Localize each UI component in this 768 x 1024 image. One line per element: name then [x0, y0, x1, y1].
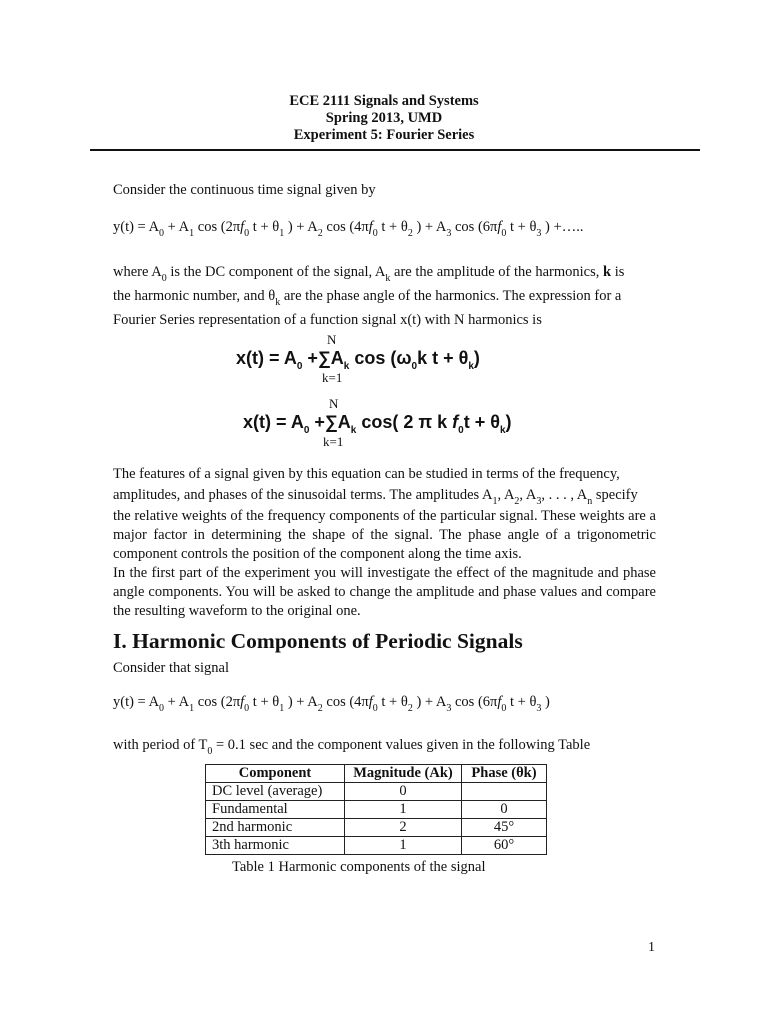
table-row: [206, 819, 547, 837]
table-cell: 3th harmonic: [206, 837, 345, 855]
table-cell: 1: [345, 801, 462, 819]
table-cell: Fundamental: [206, 801, 345, 819]
fourier-formula-frequency: N $x(t) = A_0 +\sum A_k$ cos( 2 π k $f_0t + \theta_k$) k=1: [243, 396, 512, 449]
doc-title: ECE 2111 Signals and Systems: [289, 93, 479, 109]
table-cell: 45°: [462, 819, 547, 837]
table-header-component: Component: [206, 765, 345, 783]
table-cell: 2nd harmonic: [206, 819, 345, 837]
equation-y-series: $y(t) = A_0 + A_1$ $\cos (2\pi f_0$ $t + \theta_1$ ) + $A_2$ $\cos (4\pi f_0$ $t + \theta_2$ ) + $A_3$ $\cos (6\pi f_0$ $t + \theta_3$ ) +…..: [113, 219, 584, 239]
table-header-phase: Phase (θk): [462, 765, 547, 783]
doc-term: Spring 2013, UMD: [325, 110, 443, 126]
fourier-formula-omega: N $x(t) = A_0 +\sum A_k$ $\cos (\omega_0k$ $t + \theta_k$) k=1: [236, 332, 480, 385]
equation-y-three-harmonics: $y(t) = A_0 + A_1$ $\cos (2\pi f_0$ $t + \theta_1$ ) + $A_2$ $\cos (4\pi f_0$ $t + \theta_2$ ) + $A_3$ $\cos (6\pi f_0$ $t + \theta_3$ ): [113, 694, 550, 714]
page-number: 1: [648, 940, 655, 955]
section-intro: Consider that signal: [113, 660, 229, 676]
table-row: [206, 801, 547, 819]
doc-experiment: Experiment 5: Fourier Series: [293, 127, 475, 143]
period-statement: with period of $T_0 = 0.1$ sec and the component values given in the following Table: [113, 737, 591, 757]
paragraph-features: The features of a signal given by this equation can be studied in terms of the frequency, amplitudes, and phases of the sinusoidal terms. The amplitudes $A_1$, $A_2$, $A_3$, . . . , $A_n$ specify the relative weights of the frequency components of the particular signal. These weights are a major factor in determining the shape of the signal. The phase angle of a trigonometric component controls the position of the component along the time axis. In the first part of the experiment you will investigate the effect of the magnitude and phase angle components. You will be asked to change the amplitude and phase values and compare the resulting waveform to the original one.: [113, 466, 656, 619]
table-cell: [462, 783, 547, 801]
intro-text: Consider the continuous time signal given by: [113, 182, 376, 198]
table-cell: 2: [345, 819, 462, 837]
table-row: [206, 837, 547, 855]
table-header-row: [206, 765, 547, 783]
paragraph-definitions: where $A_0$ is the DC component of the signal, $A_k$ are the amplitude of the harmonics, k is the harmonic number, and $\theta_k$ are the phase angle of the harmonics. The expression for a Fourier Series representation of a function signal x(t) with N harmonics is: [113, 264, 625, 328]
table-caption: Table 1 Harmonic components of the signal: [232, 859, 486, 875]
table-row: [206, 783, 547, 801]
harmonic-components-table: [205, 764, 547, 855]
header-rule: [90, 149, 700, 151]
table-cell: 0: [462, 801, 547, 819]
table-cell: DC level (average): [206, 783, 345, 801]
section-heading: I. Harmonic Components of Periodic Signals: [113, 629, 523, 653]
table-cell: 0: [345, 783, 462, 801]
table-cell: 1: [345, 837, 462, 855]
table-cell: 60°: [462, 837, 547, 855]
table-header-magnitude: Magnitude (Ak): [345, 765, 462, 783]
